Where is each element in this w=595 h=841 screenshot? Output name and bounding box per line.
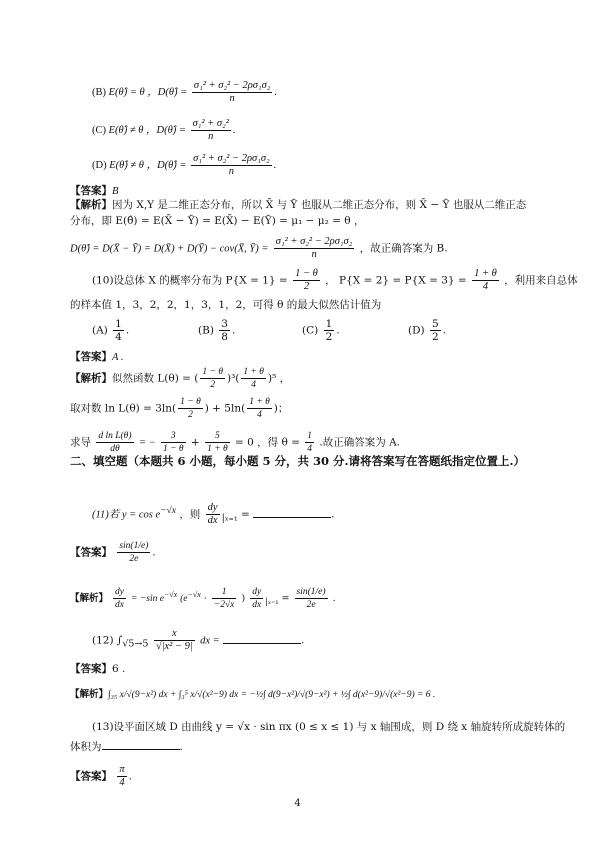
fraction-numerator: 1 − θ <box>295 268 318 279</box>
analysis-fraction <box>113 586 126 611</box>
stem-text: = <box>240 508 250 521</box>
answer-label: 【答案】 <box>70 770 112 783</box>
option-fraction <box>324 318 335 343</box>
analysis-text: = −sin e <box>131 594 164 604</box>
fraction-numerator: 3 <box>221 318 228 330</box>
q10-stem-line2: 的样本值 1，3，2，2，1，3，1，2，可得 θ 的最大似然估计值为 <box>70 299 382 311</box>
fraction-numerator: 3 <box>170 431 176 441</box>
analysis-text: = 0 ，得 θ = <box>235 436 300 449</box>
fraction-denominator: n <box>191 130 231 143</box>
option-c-label: (C) <box>92 124 106 136</box>
q12-analysis <box>70 688 435 702</box>
q11-answer: 【答案】 $\frac{\sin(1/e)}{2e}$ . <box>70 541 156 564</box>
option-d-label: (D) <box>92 159 107 171</box>
option-fraction <box>113 318 124 343</box>
q10-analysis-line2 <box>70 396 288 421</box>
stem-fraction <box>472 268 499 293</box>
option-b-fraction <box>192 80 273 105</box>
fraction-denominator: dx <box>207 515 218 526</box>
fraction-numerator: σ₁² + σ₂² − 2ρσ₁σ₂ <box>193 153 270 164</box>
analysis-text: 因为 X,Y 是二维正态分布，所以 X̄ 与 Ȳ 也服从二维正态分布，则 X̄ − Ȳ 也服从二维正态 <box>112 199 527 211</box>
q13-stem-line1: (13)设平面区域 D 由曲线 y = √x · sin πx (0 ≤ x ≤ 1) 与 x 轴围成，则 D 绕 x 轴旋转所成旋转体的 <box>92 721 566 733</box>
fraction-denominator: 4 <box>115 331 122 343</box>
fraction-numerator: 1 <box>115 318 122 330</box>
analysis-label: 【解析】 <box>70 690 109 700</box>
analysis-text: ) <box>241 593 246 604</box>
option-d: (D) E(θ̂) ≠ θ ，D(θ̂) = $\frac{\text{σ₁² + σ₂² − 2ρσ₁σ₂}}{n}$ . <box>92 153 277 177</box>
fraction-numerator: σ₁² + σ₂² − 2ρσ₁σ₂ <box>193 80 271 91</box>
fraction-denominator: 2 <box>293 280 320 293</box>
analysis-text: = − <box>138 437 156 449</box>
fraction-numerator: 1 <box>307 431 313 441</box>
fraction-denominator: 1 − θ <box>163 444 184 454</box>
fraction-denominator: 4 <box>472 280 499 293</box>
fraction-denominator: 2e <box>117 552 150 565</box>
option-c-text: E(θ̂) ≠ θ ，D(θ̂) = <box>108 124 186 136</box>
stem-text: dx = <box>200 635 220 647</box>
fraction-numerator: dy <box>252 587 262 597</box>
analysis-text: .故正确答案为 A. <box>319 436 400 449</box>
option-d-fraction <box>191 153 272 178</box>
fraction-denominator: √|x² − 9| <box>155 641 193 652</box>
option-b: (B) E(θ̂) = θ ，D(θ̂) = $\frac{\text{σ₁² + σ₂² − 2ρσ₁σ₂}}{n}$ . <box>92 80 278 104</box>
fraction-numerator: dy <box>207 502 218 513</box>
option-b-label: (B) <box>92 86 106 98</box>
stem-subscript: |ₓ₌₁ <box>221 512 238 524</box>
analysis-fraction <box>212 586 237 611</box>
fraction-numerator: 1 + θ <box>249 397 270 407</box>
answer-label: 【答案】 <box>70 185 112 197</box>
fraction-numerator: sin(1/e) <box>296 587 326 597</box>
analysis-text: 取对数 ln L(θ) = 3ln( <box>70 402 177 415</box>
analysis-text: ∫₃₅ x/√(9−x²) dx + ∫₃⁵ x/√(x²−9) dx = −½∫ d(9−x²)/√(9−x²) + ½∫ d(x²−9)/√(x²−9) = 6 . <box>108 690 436 700</box>
answer-fraction <box>117 764 126 789</box>
answer-value: 6 . <box>112 663 126 675</box>
analysis-text: 求导 <box>70 436 91 449</box>
analysis-label: 【解析】 <box>70 199 112 211</box>
answer-blank <box>223 632 301 644</box>
analysis-label: 【解析】 <box>70 372 112 385</box>
fraction-numerator: dy <box>115 587 125 597</box>
q9-analysis-line1 <box>70 198 526 212</box>
q12-stem: (12) $\int_{√5\to 5}$ $\frac{x}{\text{√|x² − 9|}}$ dx = . <box>92 628 305 652</box>
page-number: 4 <box>294 798 301 809</box>
option-label: (D) <box>408 324 425 337</box>
fraction-numerator: σ₁² + σ₂² − 2ρσ₁σ₂ <box>275 236 353 247</box>
analysis-text: 似然函数 L(θ) = ( <box>112 372 199 385</box>
fraction-denominator: 2 <box>325 331 333 343</box>
q10-answer <box>70 350 123 365</box>
fraction-denominator: 4 <box>247 408 272 421</box>
option-c-fraction <box>191 118 231 143</box>
fraction-numerator: 5 <box>214 431 220 441</box>
section-heading: 二、填空题（本题共 6 小题，每小题 5 分，共 30 分.请将答案写在答题纸指定位置上.） <box>70 454 526 468</box>
q10-option-d: (D) $\frac{5}{2}$ . <box>408 318 446 343</box>
answer-label: 【答案】 <box>70 546 112 559</box>
fraction-denominator: 4 <box>307 444 313 454</box>
fraction-numerator: 1 − θ <box>202 367 223 377</box>
fraction-denominator: 1 + θ <box>207 444 228 454</box>
q13-answer: 【答案】 $\frac{\pi}{4}$ . <box>70 764 132 788</box>
option-label: (C) <box>302 324 319 337</box>
fraction-denominator: dx <box>252 600 262 610</box>
stem-fraction <box>206 502 220 527</box>
q11-analysis <box>70 586 336 611</box>
q9-answer <box>70 184 118 199</box>
q10-option-a: (A) $\frac{1}{4}$ . <box>92 318 130 343</box>
fraction-numerator: x <box>171 628 177 639</box>
q9-analysis-line3 <box>70 236 448 261</box>
analysis-text: )； <box>273 402 289 415</box>
fraction-numerator: d ln L(θ) <box>98 431 132 441</box>
analysis-fraction <box>295 586 328 611</box>
stem-text: ， P{X = 2} = P{X = 3} = <box>325 274 467 287</box>
stem-text: (10)设总体 X 的概率分布为 P{X = 1} = <box>92 274 288 287</box>
q11-stem: (11)若 $y = \cos e^{-√x}$ ，则 $\frac{dy}{dx}$ $_{|_{x=1}}$ = . <box>92 502 335 526</box>
answer-value: A . <box>112 352 124 363</box>
analysis-fraction <box>247 396 272 421</box>
stem-text: (12) ∫ <box>92 634 123 647</box>
fraction-numerator: π <box>119 764 125 775</box>
fraction-denominator: 2 <box>178 408 203 421</box>
analysis-fraction <box>250 586 263 611</box>
answer-fraction <box>117 540 150 565</box>
option-label: (A) <box>92 324 108 337</box>
answer-blank <box>253 506 331 518</box>
option-fraction <box>430 318 441 343</box>
fraction-denominator: 8 <box>221 331 228 343</box>
fraction-denominator: 2 <box>200 378 225 391</box>
fraction-denominator: dθ <box>96 442 133 455</box>
analysis-fraction <box>241 366 266 391</box>
option-b-text: E(θ̂) = θ ，D(θ̂) = <box>108 86 188 98</box>
analysis-superscript: −√x <box>187 589 201 599</box>
fraction-numerator: 1 <box>221 587 227 597</box>
fraction-numerator: 1 − θ <box>180 397 201 407</box>
stem-fraction <box>154 628 195 653</box>
option-c: (C) E(θ̂) ≠ θ ，D(θ̂) = $\frac{\text{σ₁² + σ₂²}}{n}$ . <box>92 118 236 142</box>
option-label: (B) <box>198 324 214 337</box>
analysis-text: ) + 5ln( <box>204 402 246 415</box>
fraction-numerator: 1 + θ <box>474 268 497 279</box>
fraction-denominator: n <box>191 165 272 178</box>
stem-text: ，利用来自总体 <box>504 274 578 287</box>
fraction-numerator: 5 <box>431 318 439 330</box>
stem-fraction <box>293 268 320 293</box>
option-fraction <box>219 318 230 343</box>
answer-label: 【答案】 <box>70 351 112 363</box>
q10-analysis-line1 <box>70 366 290 391</box>
analysis-text: = <box>281 593 290 604</box>
q13-stem-line2: 体积为 . <box>70 738 183 754</box>
fraction-numerator: 1 <box>325 318 333 330</box>
fraction-denominator: 4 <box>241 378 266 391</box>
analysis-text: · <box>203 593 207 604</box>
answer-blank <box>102 738 180 750</box>
q10-stem-line1 <box>92 268 578 293</box>
analysis-fraction <box>200 366 225 391</box>
analysis-text: )⁵ ， <box>267 372 291 385</box>
analysis-label: 【解析】 <box>70 593 109 604</box>
fraction-denominator: n <box>192 92 273 105</box>
fraction-numerator: 1 + θ <box>243 367 264 377</box>
integral-limits: √5→5 <box>122 638 149 650</box>
stem-text: ，则 <box>179 508 201 521</box>
analysis-subscript: |ₓ₌₁ <box>265 596 279 606</box>
fraction-numerator: sin(1/e) <box>119 541 149 551</box>
stem-superscript: −√x <box>160 506 176 516</box>
stem-text: 体积为 <box>70 741 102 753</box>
analysis-text: . <box>332 593 336 604</box>
answer-label: 【答案】 <box>70 663 112 675</box>
analysis-text: (e <box>180 594 188 604</box>
option-d-text: E(θ̂) ≠ θ ，D(θ̂) = <box>109 159 187 171</box>
q10-option-c: (C) $\frac{1}{2}$ . <box>302 318 340 343</box>
fraction-numerator: σ₁² + σ₂² <box>192 118 229 129</box>
analysis-formula: D(θ̂) = D(X̄ − Ȳ) = D(X̄) + D(Ȳ) − cov(X̄, Ȳ) = <box>70 243 269 255</box>
fraction-denominator: 2e <box>295 598 328 611</box>
analysis-text: + <box>190 436 200 449</box>
analysis-superscript: −√x <box>163 589 178 599</box>
answer-value: B <box>112 186 119 197</box>
fraction-denominator: 2 <box>431 331 439 343</box>
analysis-text: )³( <box>226 372 240 385</box>
analysis-fraction <box>178 396 203 421</box>
analysis-fraction <box>274 236 355 261</box>
fraction-denominator: dx <box>115 600 125 610</box>
stem-text: (11)若 y = cos e <box>92 509 161 521</box>
q9-analysis-line2: 分布，即 E(θ̂) = E(X̄ − Ȳ) = E(X̄) − E(Ȳ) = μ₁ − μ₂ = θ ， <box>70 215 365 227</box>
fraction-denominator: n <box>274 248 355 261</box>
fraction-denominator: 4 <box>117 776 126 789</box>
analysis-tail: ，故正确答案为 B. <box>359 242 448 255</box>
q12-answer <box>70 662 125 676</box>
q10-option-b: (B) $\frac{3}{8}$ . <box>198 318 236 343</box>
fraction-denominator: −2√x <box>213 600 235 610</box>
